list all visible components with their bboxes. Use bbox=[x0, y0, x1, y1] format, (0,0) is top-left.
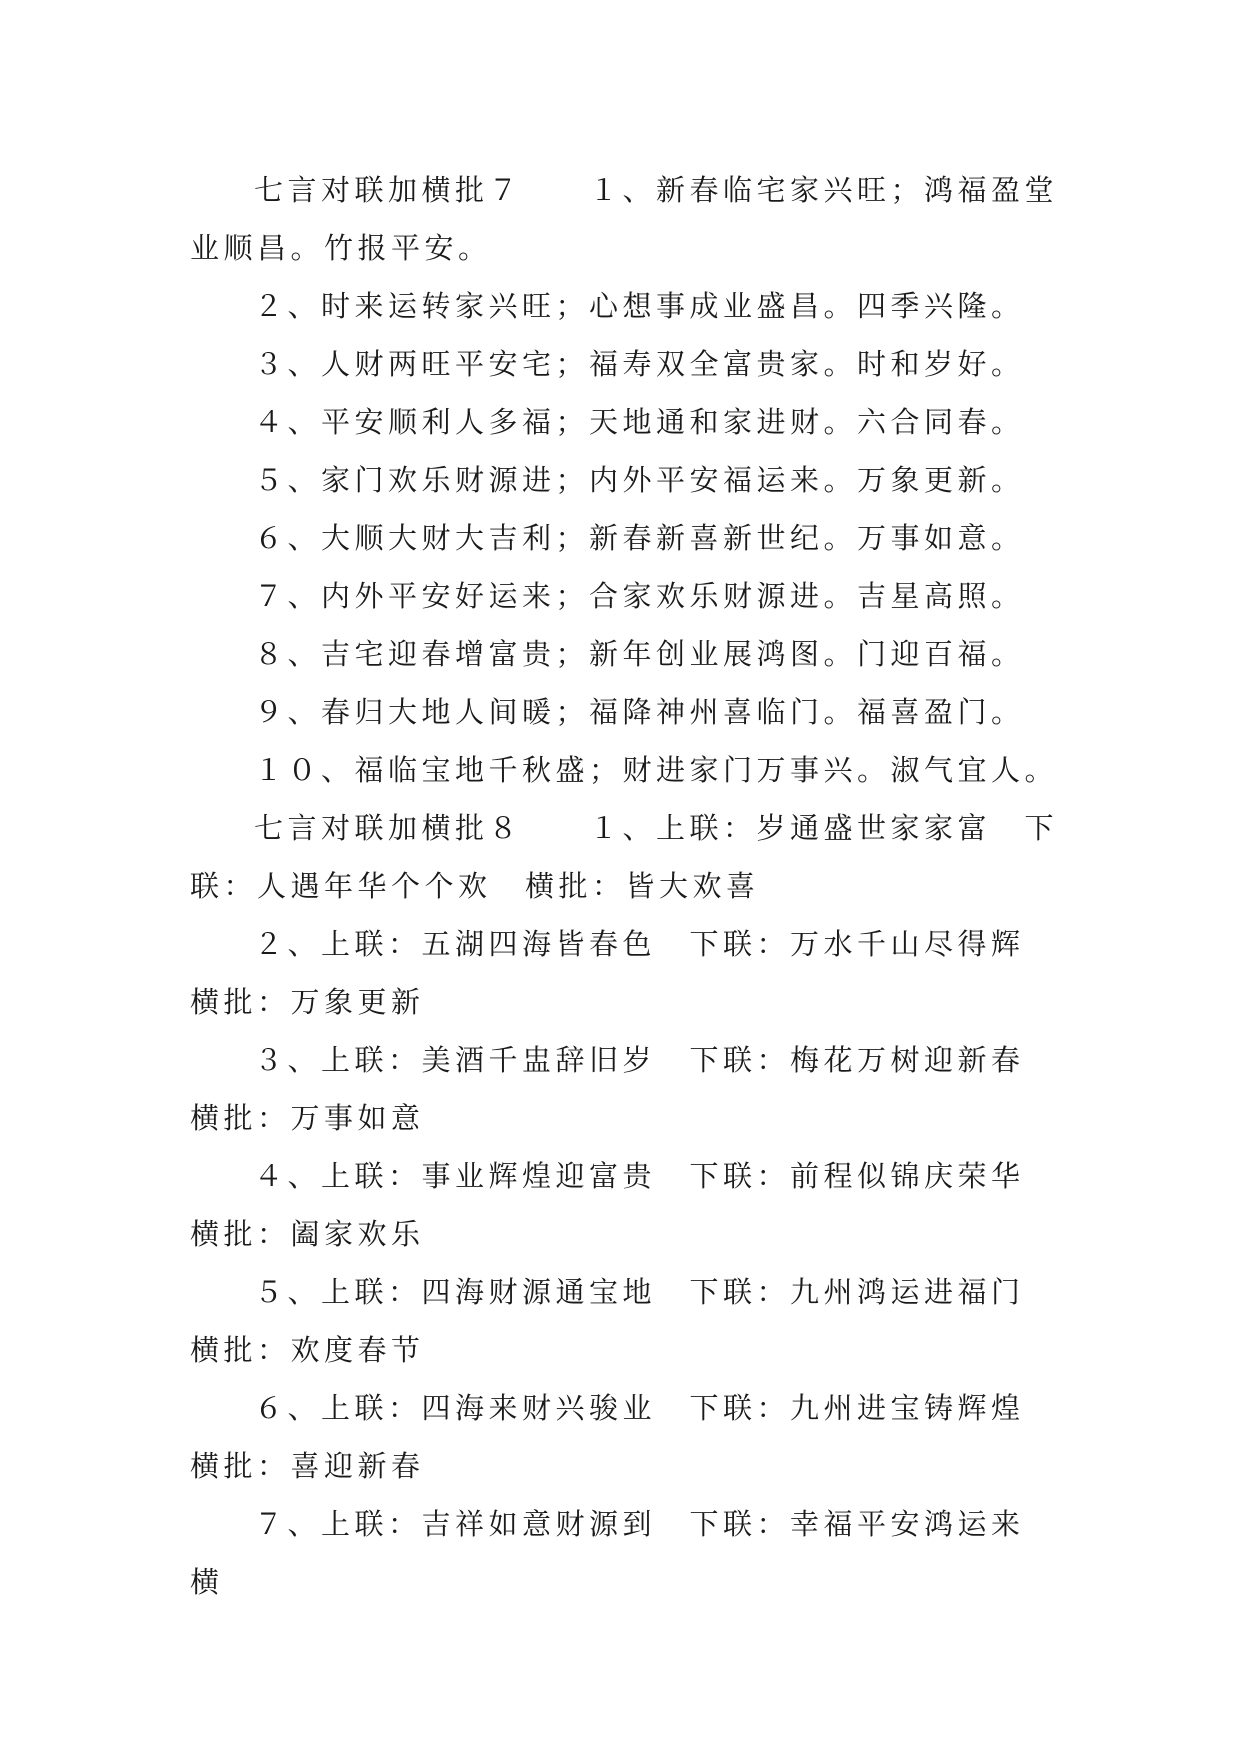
paragraph: ３、上联：美酒千盅辞旧岁 下联：梅花万树迎新春 横批：万事如意 bbox=[190, 1043, 1059, 1135]
paragraph: ３、人财两旺平安宅；福寿双全富贵家。时和岁好。 bbox=[254, 347, 1025, 381]
paragraph: ６、上联：四海来财兴骏业 下联：九州进宝铸辉煌 横批：喜迎新春 bbox=[190, 1391, 1059, 1483]
paragraph: ５、上联：四海财源通宝地 下联：九州鸿运进福门 横批：欢度春节 bbox=[190, 1275, 1059, 1367]
paragraph: 七言对联加横批８ １、上联：岁通盛世家家富 下联：人遇年华个个欢 横批：皆大欢喜 bbox=[190, 811, 1059, 903]
paragraph: ７、上联：吉祥如意财源到 下联：幸福平安鸿运来 横 bbox=[190, 1507, 1059, 1599]
paragraph: ７、内外平安好运来；合家欢乐财源进。吉星高照。 bbox=[254, 579, 1025, 613]
document-body bbox=[190, 161, 1060, 1611]
paragraph: １０、福临宝地千秋盛；财进家门万事兴。淑气宜人。 bbox=[254, 753, 1059, 787]
paragraph: ５、家门欢乐财源进；内外平安福运来。万象更新。 bbox=[254, 463, 1025, 497]
paragraph: ４、上联：事业辉煌迎富贵 下联：前程似锦庆荣华 横批：阖家欢乐 bbox=[190, 1159, 1059, 1251]
paragraph: ４、平安顺利人多福；天地通和家进财。六合同春。 bbox=[254, 405, 1025, 439]
paragraph: 七言对联加横批７ １、新春临宅家兴旺；鸿福盈堂业顺昌。竹报平安。 bbox=[190, 173, 1059, 265]
paragraph: ６、大顺大财大吉利；新春新喜新世纪。万事如意。 bbox=[254, 521, 1025, 555]
paragraph: ９、春归大地人间暖；福降神州喜临门。福喜盈门。 bbox=[254, 695, 1025, 729]
paragraph: ２、时来运转家兴旺；心想事成业盛昌。四季兴隆。 bbox=[254, 289, 1025, 323]
paragraph: ２、上联：五湖四海皆春色 下联：万水千山尽得辉 横批：万象更新 bbox=[190, 927, 1059, 1019]
paragraph: ８、吉宅迎春增富贵；新年创业展鸿图。门迎百福。 bbox=[254, 637, 1025, 671]
